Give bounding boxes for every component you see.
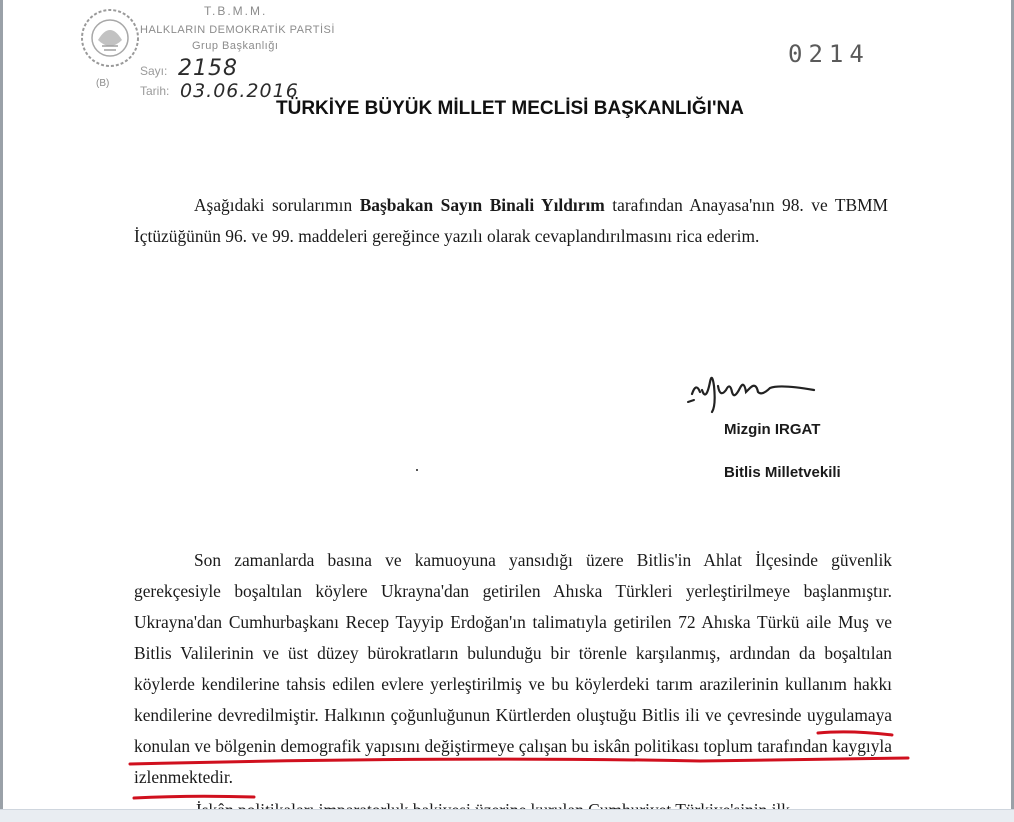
stamp-sayi-label: Sayı:: [140, 64, 168, 78]
intro-addressee: Başbakan Sayın Binali Yıldırım: [359, 195, 605, 215]
intro-text-before: Aşağıdaki sorularımın: [194, 195, 360, 215]
signatory-name: Mizgin IRGAT: [724, 421, 821, 438]
intro-paragraph: [134, 190, 888, 252]
stamp-group-name: Grup Başkanlığı: [192, 40, 279, 52]
handwritten-sayi: 2158: [178, 56, 238, 81]
page-title: TÜRKİYE BÜYÜK MİLLET MECLİSİ BAŞKANLIĞI'NA: [276, 98, 744, 119]
viewer-bottom-bar: [0, 809, 1014, 822]
document-frame-left: [0, 0, 3, 822]
stamp-party-name: HALKLARIN DEMOKRATİK PARTİSİ: [140, 24, 335, 36]
stamp-top-text: T.B.M.M.: [204, 4, 268, 18]
body-paragraph: Son zamanlarda basına ve kamuoyuna yansıdığı üzere Bitlis'in Ahlat İlçesinde güvenlik gerekçesiyle boşaltılan köylere Ukrayna'dan getirilen Ahıska Türkleri yerleştirilmeye başlanmıştır. Ukrayna'dan Cumhurbaşkanı Recep Tayyip Erdoğan'ın talimatıyla getirilen 72 Ahıska Türkü aile Muş ve Bitlis Valilerinin ve üst düzey bürokratların bulunduğu bir törenle karşılanmış, ardından da boşaltılan köylerde kendilerine tahsis edilen evlere yerleştirilmiş ve bu köylerdeki tarım arazilerinin kullanım hakkı kendilerine devredilmiştir. Halkının çoğunluğunun Kürtlerden oluştuğu Bitlis ili ve çevresinde uygulamaya konulan ve bölgenin demografik yapısını değiştirmeye çalışan bu iskân politikası toplum tarafından kaygıyla izlenmektedir.: [134, 550, 892, 787]
signature-icon: [684, 362, 824, 418]
stamp-tarih-label: Tarih:: [140, 84, 170, 98]
intro-text-after: tarafından Anayasa'nın 98. ve TBMM İçtüzüğünün 96. ve 99. maddeleri gereğince yazılı olarak cevaplandırılmasını rica ederim.: [134, 195, 888, 246]
document-number: 0214: [788, 40, 870, 68]
stamp-side-mark: (B): [96, 78, 110, 89]
registry-stamp: [78, 2, 348, 102]
handwritten-tarih: 03.06.2016: [180, 80, 299, 102]
signatory-title: Bitlis Milletvekili: [724, 464, 841, 481]
scan-speck: [416, 469, 418, 471]
party-seal-icon: [78, 6, 142, 70]
